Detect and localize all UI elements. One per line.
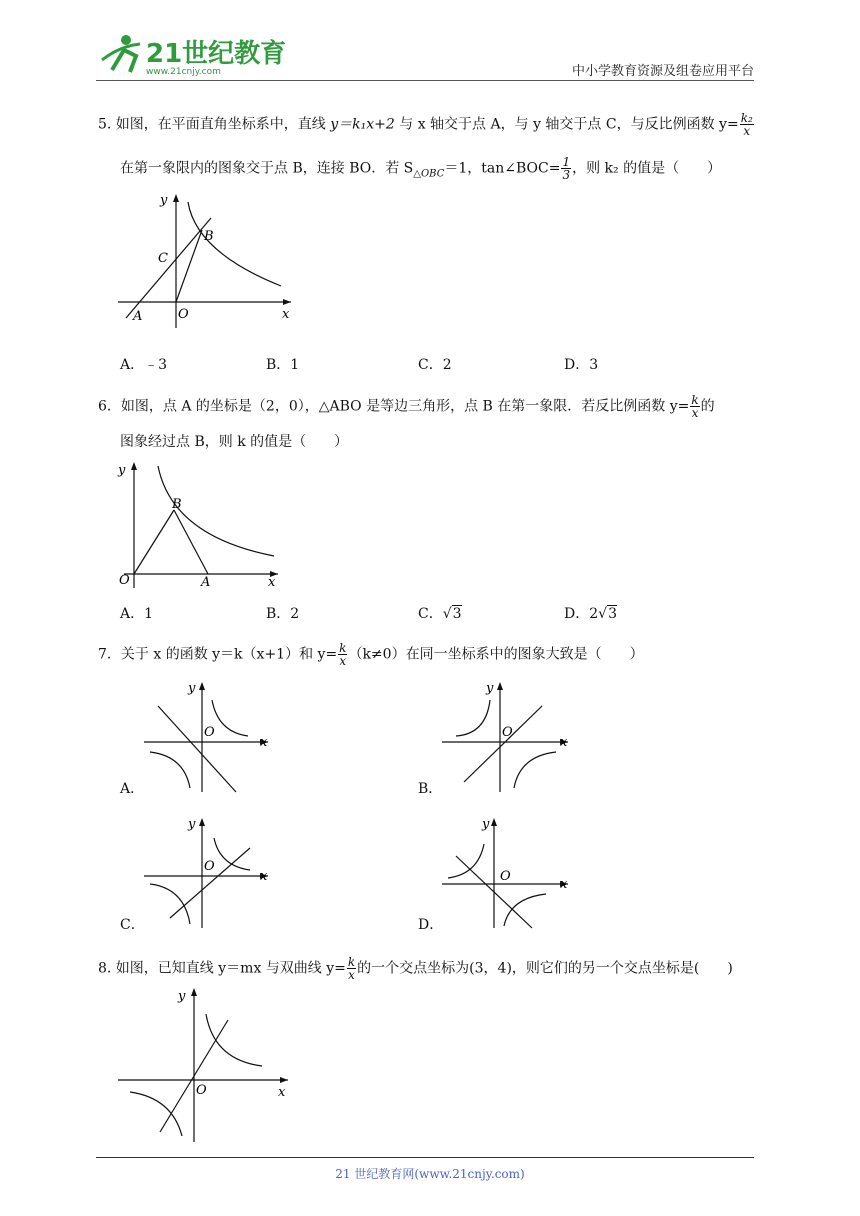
q7-figure-c [140, 812, 270, 934]
svg-text:O: O [204, 859, 215, 874]
q7-fraction: $\frac{k}{x}$ [339, 641, 347, 668]
q6-line1: 6．如图，点 A 的坐标是（2，0），△ABO 是等边三角形，点 B 在第一象限．若反比例函数 y= $\frac{k}{x}$ 的 [98, 393, 715, 420]
q5-option-b: B．1 [266, 357, 300, 373]
footer-divider [96, 1157, 754, 1158]
q5-line1: 5. 如图，在平面直角坐标系中，直线 y＝k₁x+2 与 x 轴交于点 A，与 y 轴交于点 C，与反比例函数 y= $\frac{\text{k₂}}{x}$ [98, 111, 753, 138]
svg-text:y: y [118, 463, 126, 478]
q8-line1: 8. 如图，已知直线 y＝mx 与双曲线 y= $\frac{k}{x}$ 的一个交点坐标为(3，4)，则它们的另一个交点坐标是( ) [98, 955, 733, 982]
q5-option-d: D．3 [564, 357, 599, 373]
svg-text:O: O [500, 869, 511, 884]
svg-text:O: O [196, 1083, 207, 1098]
q7-figure-b [438, 676, 570, 798]
header-platform-name: 中小学教育资源及组卷应用平台 [571, 64, 754, 79]
q5-figure [116, 190, 296, 334]
svg-text:x: x [282, 307, 290, 322]
svg-text:A: A [201, 575, 211, 590]
svg-text:21世纪教育: 21世纪教育 [146, 39, 287, 69]
svg-text:C: C [158, 251, 168, 266]
footer-text: 21 世纪教育网(www.21cnjy.com) [335, 1167, 525, 1181]
q8-figure [116, 984, 291, 1148]
svg-text:x: x [268, 575, 276, 590]
svg-text:x: x [560, 877, 568, 892]
q5-tan-fraction: $\frac{1}{3}$ [562, 155, 571, 182]
q6-fraction: $\frac{k}{x}$ [691, 393, 699, 420]
svg-text:O: O [204, 725, 215, 740]
svg-text:y: y [188, 817, 196, 832]
q5-fraction: $\frac{\text{k₂}}{x}$ [740, 111, 753, 138]
q7-line1: 7．关于 x 的函数 y＝k（x+1）和 y= $\frac{k}{x}$ （k≠0）在同一坐标系中的图象大致是（ ） [98, 641, 644, 668]
q6-option-d: D．2√3 [564, 606, 617, 622]
q5-option-c: C．2 [418, 357, 452, 373]
q5-line2: 在第一象限内的图象交于点 B，连接 BO．若 $S_{\triangle OBC}=1$，tan∠BOC= $\frac{1}{3}$ ，则 k₂ 的值是（ ） [120, 155, 722, 182]
q6-figure [116, 458, 281, 597]
q5-option-a: A．﹣3 [120, 357, 168, 373]
svg-text:y: y [188, 681, 196, 696]
svg-text:O: O [119, 573, 130, 588]
q7-option-a: A． [120, 781, 145, 797]
svg-text:www.21cnjy.com: www.21cnjy.com [146, 67, 221, 77]
svg-text:y: y [486, 681, 494, 696]
site-logo [96, 32, 287, 78]
q7-figure-d [438, 812, 570, 934]
q6-option-c: C．√3 [418, 606, 462, 622]
svg-text:y: y [178, 989, 186, 1004]
svg-text:B: B [204, 229, 214, 244]
q6-option-a: A．1 [120, 606, 154, 622]
svg-text:O: O [178, 307, 189, 322]
svg-text:O: O [502, 725, 513, 740]
svg-text:B: B [172, 497, 182, 512]
q7-option-d: D． [418, 917, 444, 933]
svg-text:A: A [133, 309, 143, 324]
header-divider [96, 80, 754, 81]
svg-text:x: x [260, 869, 268, 884]
q6-line2: 图象经过点 B，则 k 的值是（ ） [120, 434, 349, 450]
q8-fraction: $\frac{k}{x}$ [347, 955, 356, 982]
svg-text:y: y [160, 193, 168, 208]
svg-text:x: x [278, 1085, 286, 1100]
q7-option-b: B． [418, 781, 443, 797]
svg-text:x: x [260, 735, 268, 750]
q7-option-c: C． [120, 917, 145, 933]
q7-figure-a [140, 676, 270, 798]
svg-text:y: y [482, 817, 490, 832]
q6-option-b: B．2 [266, 606, 300, 622]
svg-text:x: x [560, 735, 568, 750]
